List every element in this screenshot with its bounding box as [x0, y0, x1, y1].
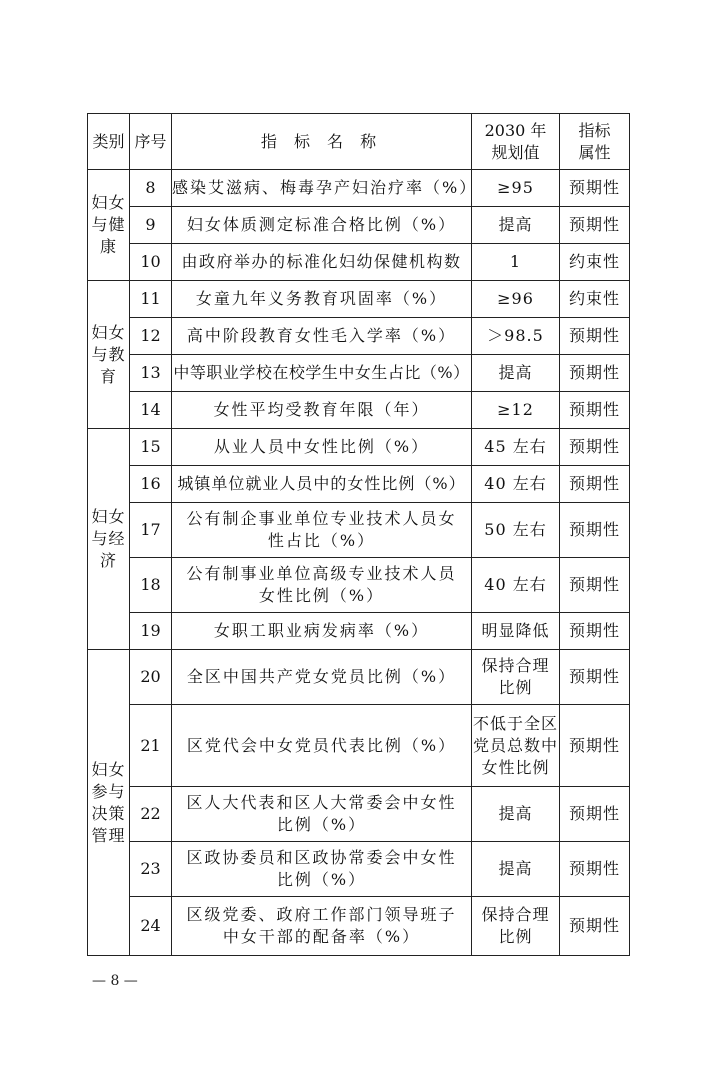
target-value: 提高 — [472, 842, 560, 897]
row-number: 17 — [130, 503, 172, 558]
target-value: 40 左右 — [472, 558, 560, 613]
category-health: 妇女 与健 康 — [88, 170, 130, 281]
indicator-attribute: 预期性 — [560, 392, 630, 429]
header-category: 类别 — [88, 114, 130, 170]
row-number: 13 — [130, 355, 172, 392]
row-number: 18 — [130, 558, 172, 613]
target-value: 40 左右 — [472, 466, 560, 503]
row-number: 22 — [130, 787, 172, 842]
target-value: 保持合理 比例 — [472, 650, 560, 705]
indicator-name: 由政府举办的标准化妇幼保健机构数 — [172, 244, 472, 281]
table-row — [88, 466, 630, 503]
table-row — [88, 558, 630, 613]
table-row — [88, 244, 630, 281]
indicator-name: 区人大代表和区人大常委会中女性 比例（%） — [172, 787, 472, 842]
table-row — [88, 207, 630, 244]
row-number: 20 — [130, 650, 172, 705]
table-row — [88, 355, 630, 392]
indicator-attribute: 预期性 — [560, 558, 630, 613]
indicator-name: 城镇单位就业人员中的女性比例（%） — [172, 466, 472, 503]
target-value: 45 左右 — [472, 429, 560, 466]
row-number: 19 — [130, 613, 172, 650]
category-economy: 妇女 与经 济 — [88, 429, 130, 650]
row-number: 21 — [130, 705, 172, 787]
header-target: 2030 年 规划值 — [472, 114, 560, 170]
row-number: 8 — [130, 170, 172, 207]
table-row — [88, 787, 630, 842]
indicator-name: 区级党委、政府工作部门领导班子 中女干部的配备率（%） — [172, 897, 472, 956]
indicator-attribute: 预期性 — [560, 318, 630, 355]
indicator-name: 女性平均受教育年限（年） — [172, 392, 472, 429]
indicator-table — [87, 113, 630, 956]
table-row — [88, 842, 630, 897]
indicator-attribute: 预期性 — [560, 429, 630, 466]
target-value: 明显降低 — [472, 613, 560, 650]
indicator-attribute: 预期性 — [560, 842, 630, 897]
table-row — [88, 318, 630, 355]
target-value: 50 左右 — [472, 503, 560, 558]
indicator-name: 女童九年义务教育巩固率（%） — [172, 281, 472, 318]
indicator-name: 女职工职业病发病率（%） — [172, 613, 472, 650]
indicator-attribute: 预期性 — [560, 705, 630, 787]
indicator-name: 感染艾滋病、梅毒孕产妇治疗率（%） — [172, 170, 472, 207]
header-name: 指 标 名 称 — [172, 114, 472, 170]
target-value: ≥96 — [472, 281, 560, 318]
table-row — [88, 170, 630, 207]
indicator-attribute: 预期性 — [560, 613, 630, 650]
row-number: 10 — [130, 244, 172, 281]
category-decision-making: 妇女 参与 决策 管理 — [88, 650, 130, 956]
target-value: 1 — [472, 244, 560, 281]
indicator-attribute: 约束性 — [560, 281, 630, 318]
table-header-row — [88, 114, 630, 170]
indicator-name: 从业人员中女性比例（%） — [172, 429, 472, 466]
table-row — [88, 281, 630, 318]
table-row — [88, 705, 630, 787]
header-attribute: 指标 属性 — [560, 114, 630, 170]
indicator-name: 中等职业学校在校学生中女生占比（%） — [172, 355, 472, 392]
row-number: 23 — [130, 842, 172, 897]
target-value: 提高 — [472, 207, 560, 244]
row-number: 15 — [130, 429, 172, 466]
indicator-attribute: 预期性 — [560, 207, 630, 244]
table-row — [88, 650, 630, 705]
target-value: 提高 — [472, 787, 560, 842]
row-number: 11 — [130, 281, 172, 318]
indicator-attribute: 预期性 — [560, 787, 630, 842]
row-number: 9 — [130, 207, 172, 244]
indicator-attribute: 约束性 — [560, 244, 630, 281]
table-row — [88, 429, 630, 466]
row-number: 14 — [130, 392, 172, 429]
indicator-name: 公有制企事业单位专业技术人员女 性占比（%） — [172, 503, 472, 558]
category-education: 妇女 与教 育 — [88, 281, 130, 429]
indicator-name: 妇女体质测定标准合格比例（%） — [172, 207, 472, 244]
indicator-name: 公有制事业单位高级专业技术人员 女性比例（%） — [172, 558, 472, 613]
table-row — [88, 897, 630, 956]
indicator-name: 高中阶段教育女性毛入学率（%） — [172, 318, 472, 355]
row-number: 12 — [130, 318, 172, 355]
indicator-attribute: 预期性 — [560, 897, 630, 956]
table-row — [88, 503, 630, 558]
indicator-name: 全区中国共产党女党员比例（%） — [172, 650, 472, 705]
indicator-attribute: 预期性 — [560, 503, 630, 558]
header-number: 序号 — [130, 114, 172, 170]
page-number: — 8 — — [92, 973, 138, 989]
table-row — [88, 613, 630, 650]
target-value: 提高 — [472, 355, 560, 392]
target-value: ＞98.5 — [472, 318, 560, 355]
indicator-attribute: 预期性 — [560, 466, 630, 503]
indicator-attribute: 预期性 — [560, 355, 630, 392]
indicator-attribute: 预期性 — [560, 650, 630, 705]
indicator-attribute: 预期性 — [560, 170, 630, 207]
row-number: 24 — [130, 897, 172, 956]
target-value: ≥12 — [472, 392, 560, 429]
target-value: ≥95 — [472, 170, 560, 207]
table-row — [88, 392, 630, 429]
indicator-name: 区政协委员和区政协常委会中女性 比例（%） — [172, 842, 472, 897]
row-number: 16 — [130, 466, 172, 503]
target-value: 保持合理 比例 — [472, 897, 560, 956]
target-value: 不低于全区 党员总数中 女性比例 — [472, 705, 560, 787]
indicator-name: 区党代会中女党员代表比例（%） — [172, 705, 472, 787]
